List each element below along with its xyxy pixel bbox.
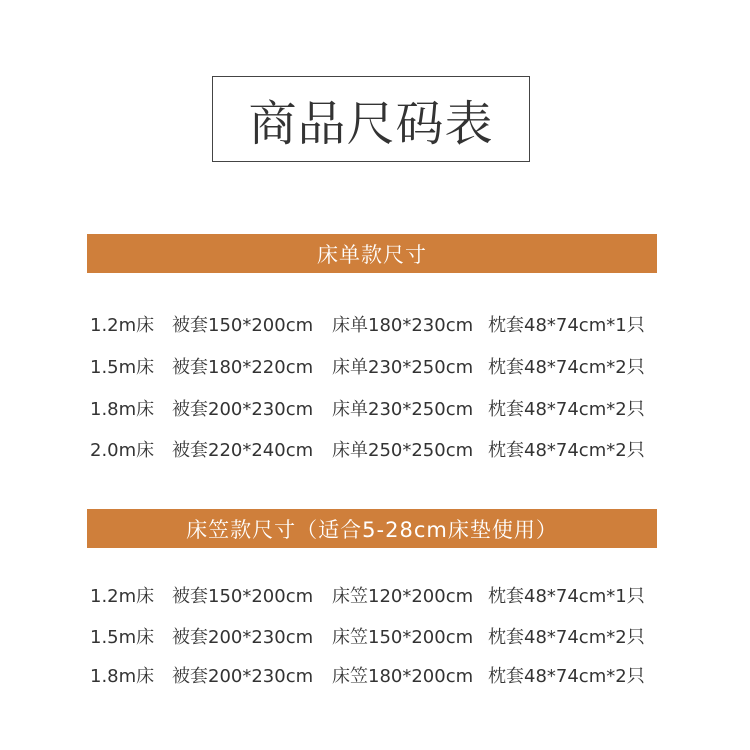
pillowcase-size: 枕套48*74cm*2只: [488, 627, 645, 648]
fitted-sheet-size: 床笠120*200cm: [332, 586, 474, 607]
pillowcase-size: 枕套48*74cm*2只: [488, 666, 645, 687]
table-row: [0, 663, 750, 691]
table-row: [0, 312, 750, 340]
duvet-cover-size: 被套180*220cm: [172, 357, 314, 378]
table-row: [0, 396, 750, 424]
pillowcase-size: 枕套48*74cm*2只: [488, 440, 645, 461]
sheet-size: 床单250*250cm: [332, 440, 474, 461]
bed-size: 1.5m床: [90, 627, 155, 648]
sheet-size: 床单230*250cm: [332, 357, 474, 378]
table-row: [0, 583, 750, 611]
pillowcase-size: 枕套48*74cm*1只: [488, 315, 645, 336]
page-title: 商品尺码表: [212, 76, 530, 162]
pillowcase-size: 枕套48*74cm*1只: [488, 586, 645, 607]
sheet-size: 床单180*230cm: [332, 315, 474, 336]
duvet-cover-size: 被套150*200cm: [172, 586, 314, 607]
table-row: [0, 354, 750, 382]
bed-size: 2.0m床: [90, 440, 155, 461]
table-row: [0, 624, 750, 652]
fitted-sheet-size: 床笠180*200cm: [332, 666, 474, 687]
table-row: [0, 437, 750, 465]
pillowcase-size: 枕套48*74cm*2只: [488, 357, 645, 378]
bed-size: 1.8m床: [90, 399, 155, 420]
sheet-size: 床单230*250cm: [332, 399, 474, 420]
duvet-cover-size: 被套200*230cm: [172, 399, 314, 420]
duvet-cover-size: 被套200*230cm: [172, 666, 314, 687]
duvet-cover-size: 被套220*240cm: [172, 440, 314, 461]
bed-size: 1.2m床: [90, 315, 155, 336]
section-header-fitted-sheet: 床笠款尺寸（适合5-28cm床垫使用）: [87, 509, 657, 548]
bed-size: 1.5m床: [90, 357, 155, 378]
duvet-cover-size: 被套150*200cm: [172, 315, 314, 336]
section-header-flat-sheet: 床单款尺寸: [87, 234, 657, 273]
duvet-cover-size: 被套200*230cm: [172, 627, 314, 648]
bed-size: 1.2m床: [90, 586, 155, 607]
bed-size: 1.8m床: [90, 666, 155, 687]
pillowcase-size: 枕套48*74cm*2只: [488, 399, 645, 420]
fitted-sheet-size: 床笠150*200cm: [332, 627, 474, 648]
